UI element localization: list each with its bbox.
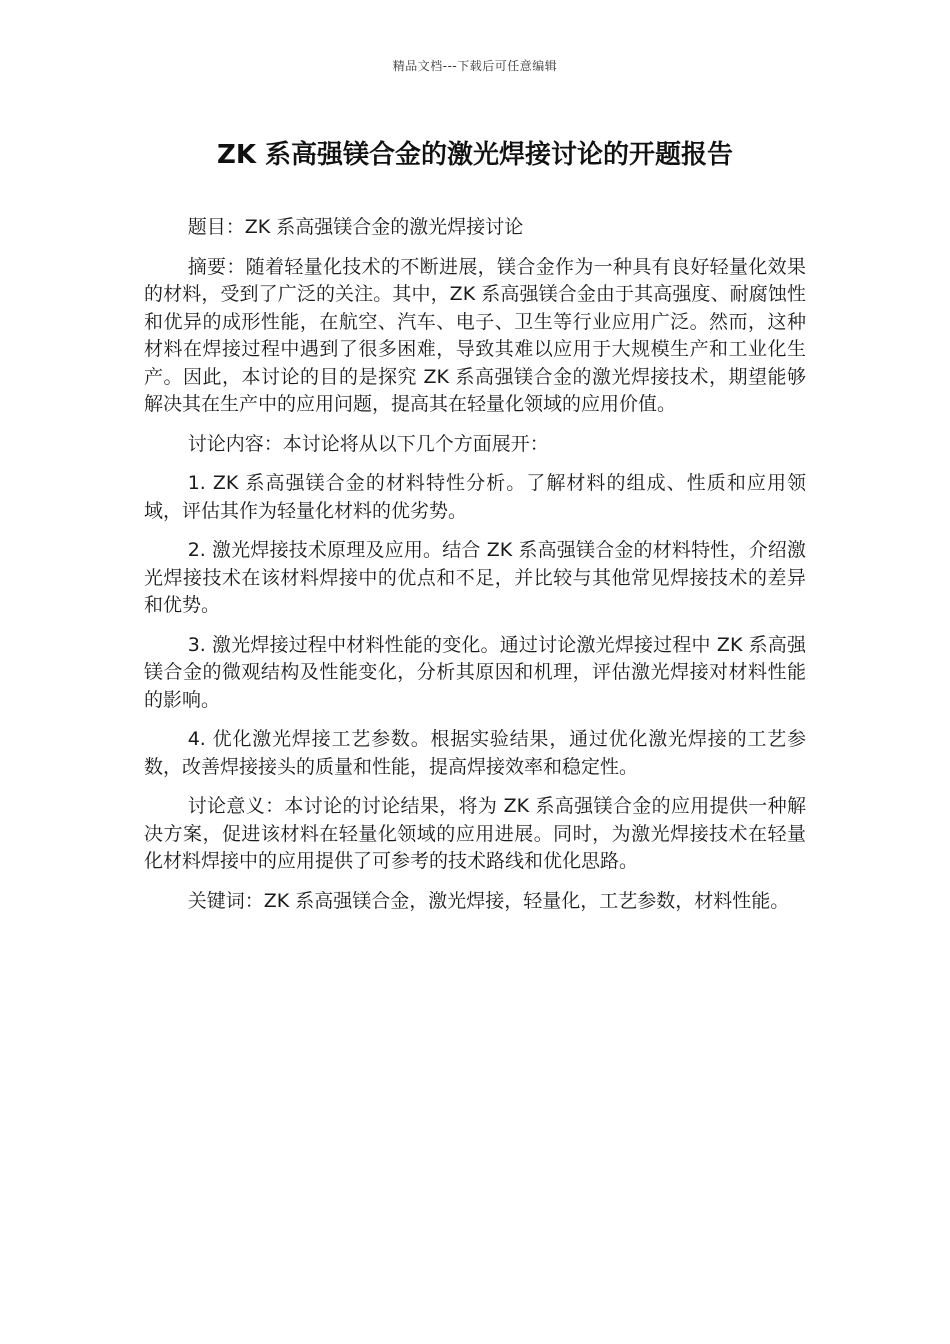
paragraph-item-1: 1. ZK 系高强镁合金的材料特性分析。了解材料的组成、性质和应用领域，评估其作为轻量化材料的优劣势。 — [144, 472, 806, 522]
paragraph-significance: 讨论意义：本讨论的讨论结果，将为 ZK 系高强镁合金的应用提供一种解决方案，促进该材料在轻量化领域的应用进展。同时，为激光焊接技术在轻量化材料焊接中的应用提供了可参考的技术路线和优化思路。 — [144, 795, 806, 872]
paragraph-keywords: 关键词：ZK 系高强镁合金，激光焊接，轻量化，工艺参数，材料性能。 — [187, 889, 790, 912]
paragraph-topic: 题目：ZK 系高强镁合金的激光焊接讨论 — [187, 216, 524, 238]
paragraph-item-4: 4. 优化激光焊接工艺参数。根据实验结果，通过优化激光焊接的工艺参数，改善焊接接头的质量和性能，提高焊接效率和稳定性。 — [144, 728, 806, 778]
document-title: ZK 系高强镁合金的激光焊接讨论的开题报告 — [216, 140, 734, 170]
paragraph-abstract: 摘要：随着轻量化技术的不断进展，镁合金作为一种具有良好轻量化效果的材料，受到了广泛的关注。其中，ZK 系高强镁合金由于其高强度、耐腐蚀性和优异的成形性能，在航空、汽车、电子、卫生等行业应用广泛。然而，这种材料在焊接过程中遇到了很多困难，导致其难以应用于大规模生产和工业化生产。因此，本讨论的目的是探究 ZK 系高强镁合金的激光焊接技术，期望能够解决其在生产中的应用问题，提高其在轻量化领域的应用价值。 — [144, 255, 806, 415]
paragraph-content-intro: 讨论内容：本讨论将从以下几个方面展开： — [187, 432, 549, 455]
document-body — [144, 214, 806, 927]
paragraph-item-2: 2. 激光焊接技术原理及应用。结合 ZK 系高强镁合金的材料特性，介绍激光焊接技术在该材料焊接中的优点和不足，并比较与其他常见焊接技术的差异和优势。 — [144, 539, 806, 616]
paragraph-item-3: 3. 激光焊接过程中材料性能的变化。通过讨论激光焊接过程中 ZK 系高强镁合金的微观结构及性能变化，分析其原因和机理，评估激光焊接对材料性能的影响。 — [144, 633, 806, 711]
page-header: 精品文档---下载后可任意编辑 — [392, 59, 558, 73]
